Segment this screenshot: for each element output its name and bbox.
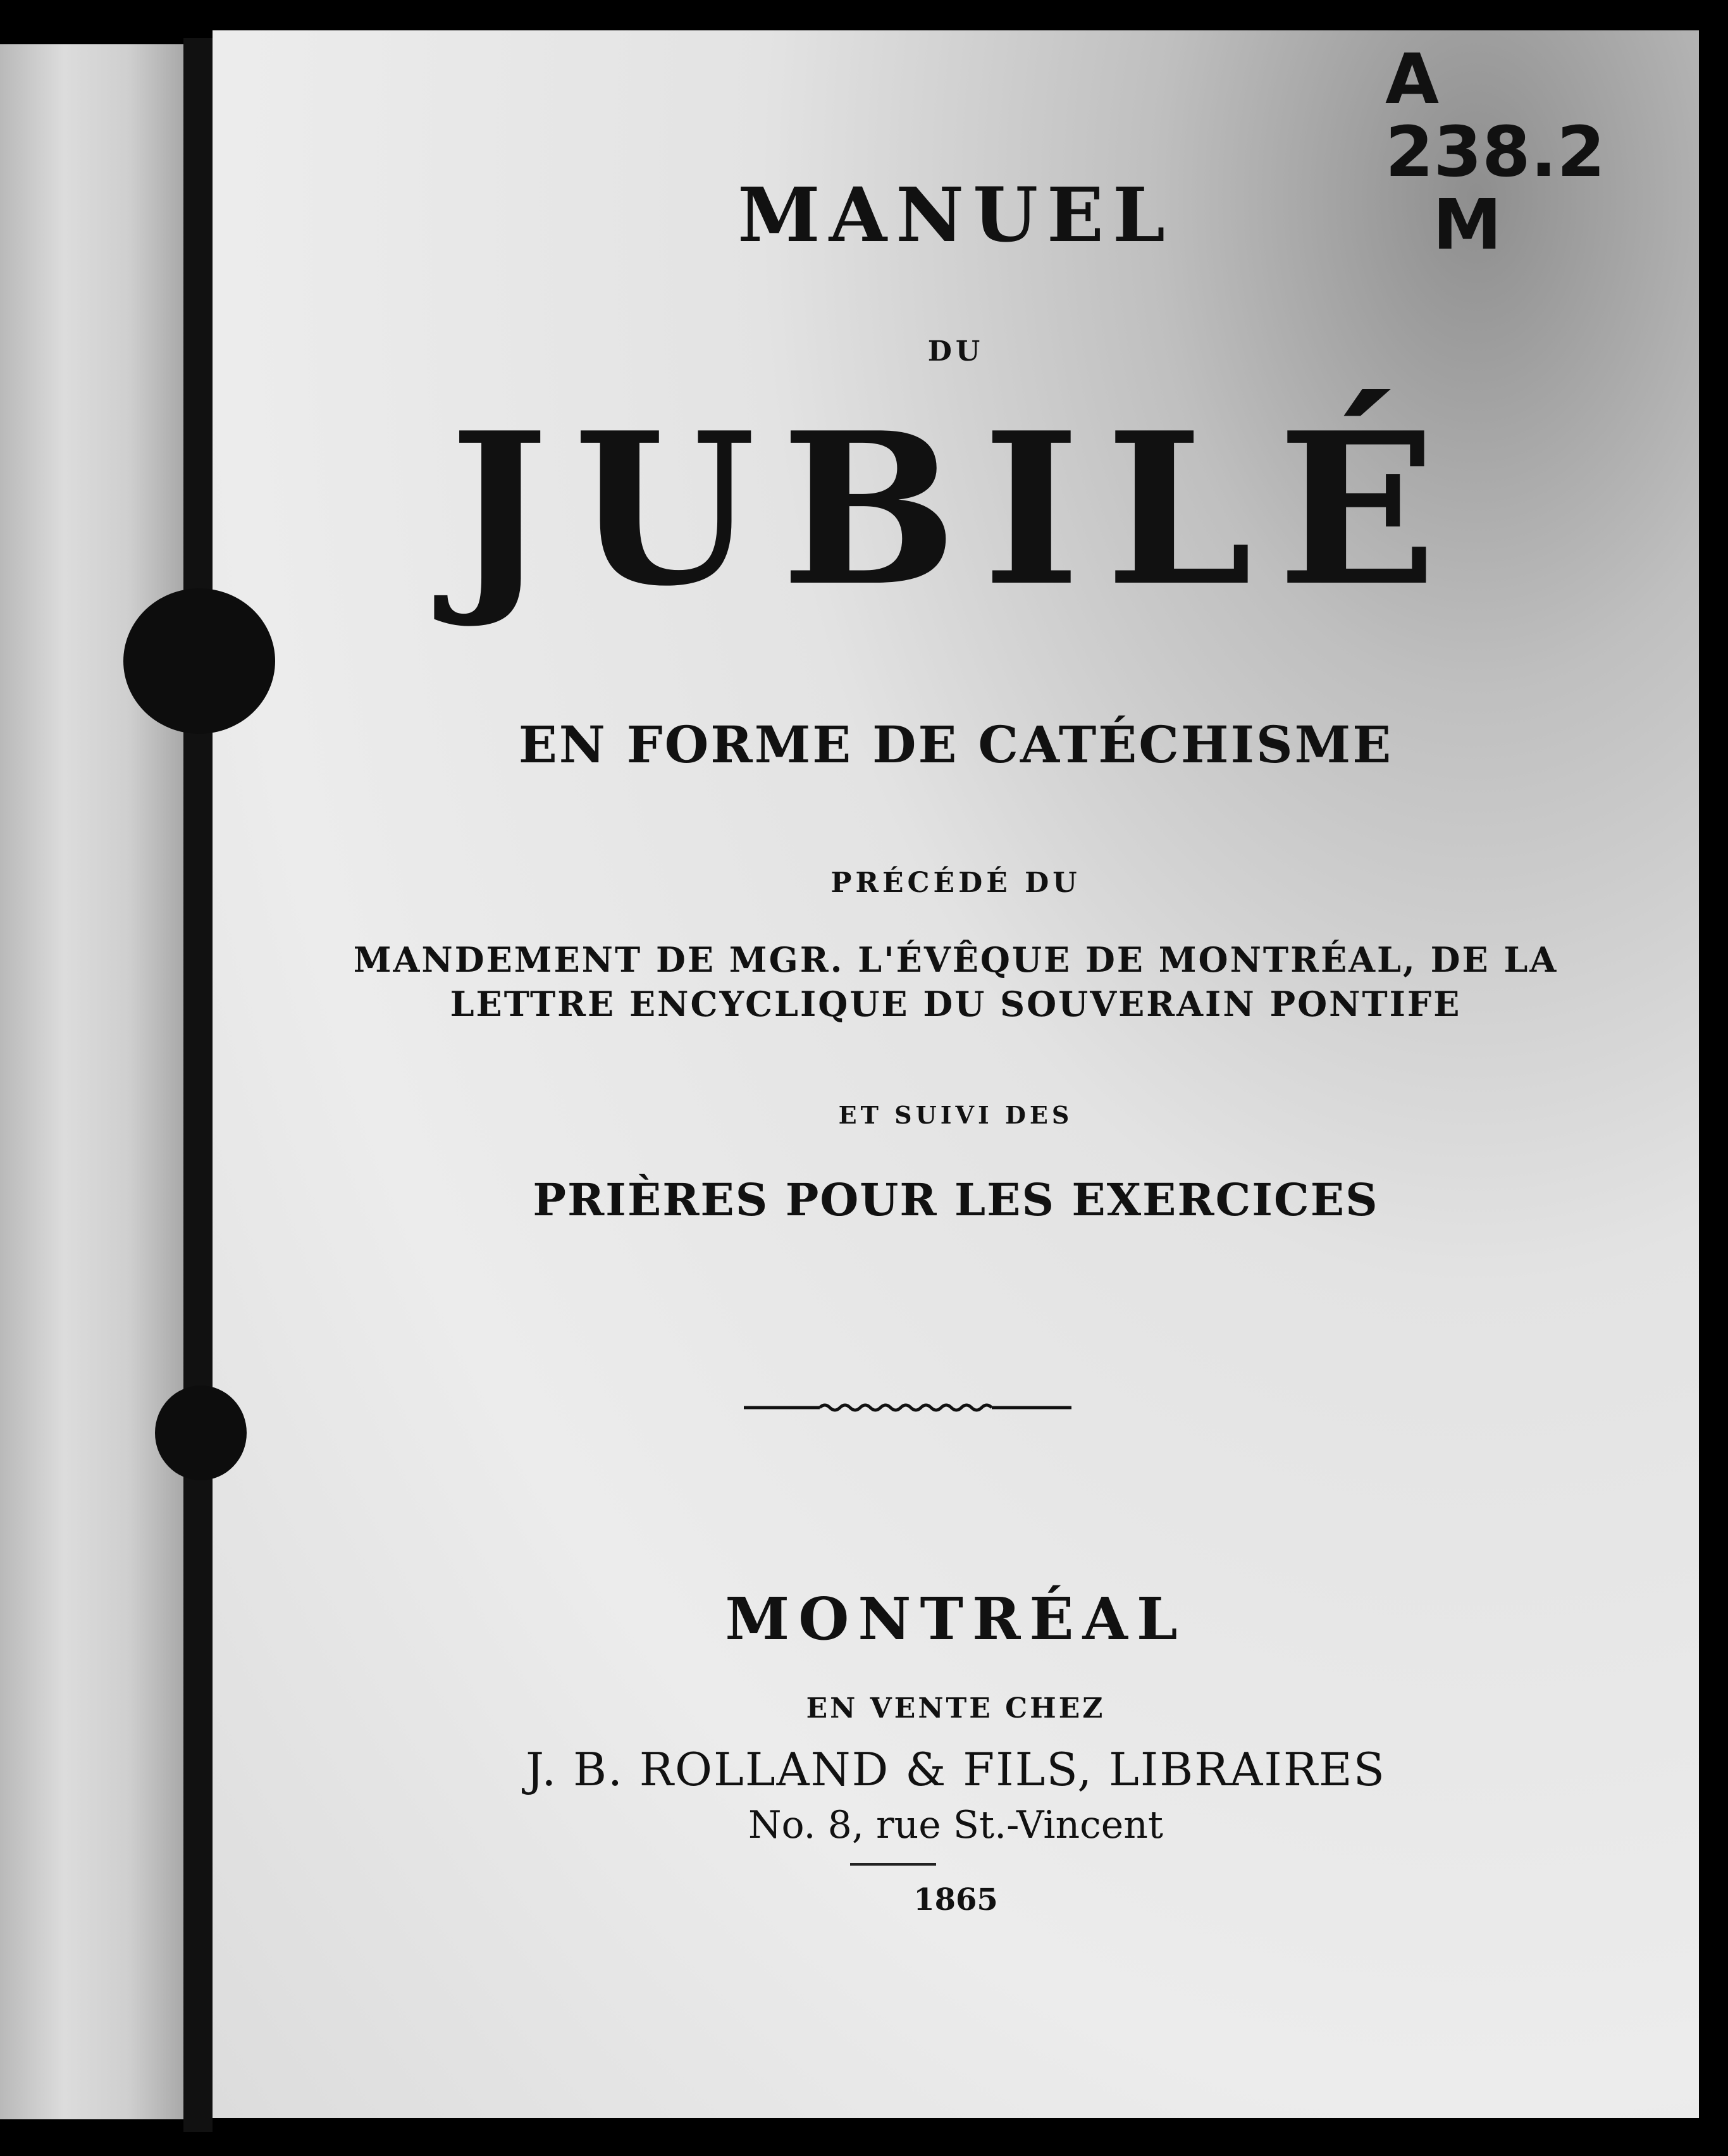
precede-label: PRÉCÉDÉ DU <box>830 867 1081 899</box>
publisher-address: No. 8, rue St.-Vincent <box>748 1803 1164 1847</box>
title-manuel: MANUEL <box>737 171 1174 259</box>
book-spine <box>183 38 213 2132</box>
suivi-label: ET SUIVI DES <box>838 1101 1073 1129</box>
mandement-line-1: MANDEMENT DE MGR. L'ÉVÊQUE DE MONTRÉAL, DE LA <box>353 939 1558 980</box>
publication-year: 1865 <box>913 1882 998 1917</box>
title-jubile: JUBILÉ <box>449 387 1462 632</box>
call-number-line-3: M <box>1433 184 1502 265</box>
call-number-line-1: A <box>1385 39 1440 120</box>
publisher-name: J. B. ROLLAND & FILS, LIBRAIRES <box>526 1743 1386 1796</box>
call-number-line-2: 238.2 <box>1385 111 1605 192</box>
title-du: DU <box>927 335 984 368</box>
imprint-city: MONTRÉAL <box>725 1585 1187 1653</box>
left-page-edge <box>0 44 183 2119</box>
mandement-line-2: LETTRE ENCYCLIQUE DU SOUVERAIN PONTIFE <box>450 984 1462 1024</box>
en-vente-label: EN VENTE CHEZ <box>806 1692 1106 1725</box>
year-rule <box>850 1863 936 1866</box>
subtitle: EN FORME DE CATÉCHISME <box>518 715 1393 774</box>
ink-stain <box>155 1385 247 1480</box>
ornamental-rule <box>744 1401 1071 1414</box>
prieres-line: PRIÈRES POUR LES EXERCICES <box>533 1174 1379 1226</box>
